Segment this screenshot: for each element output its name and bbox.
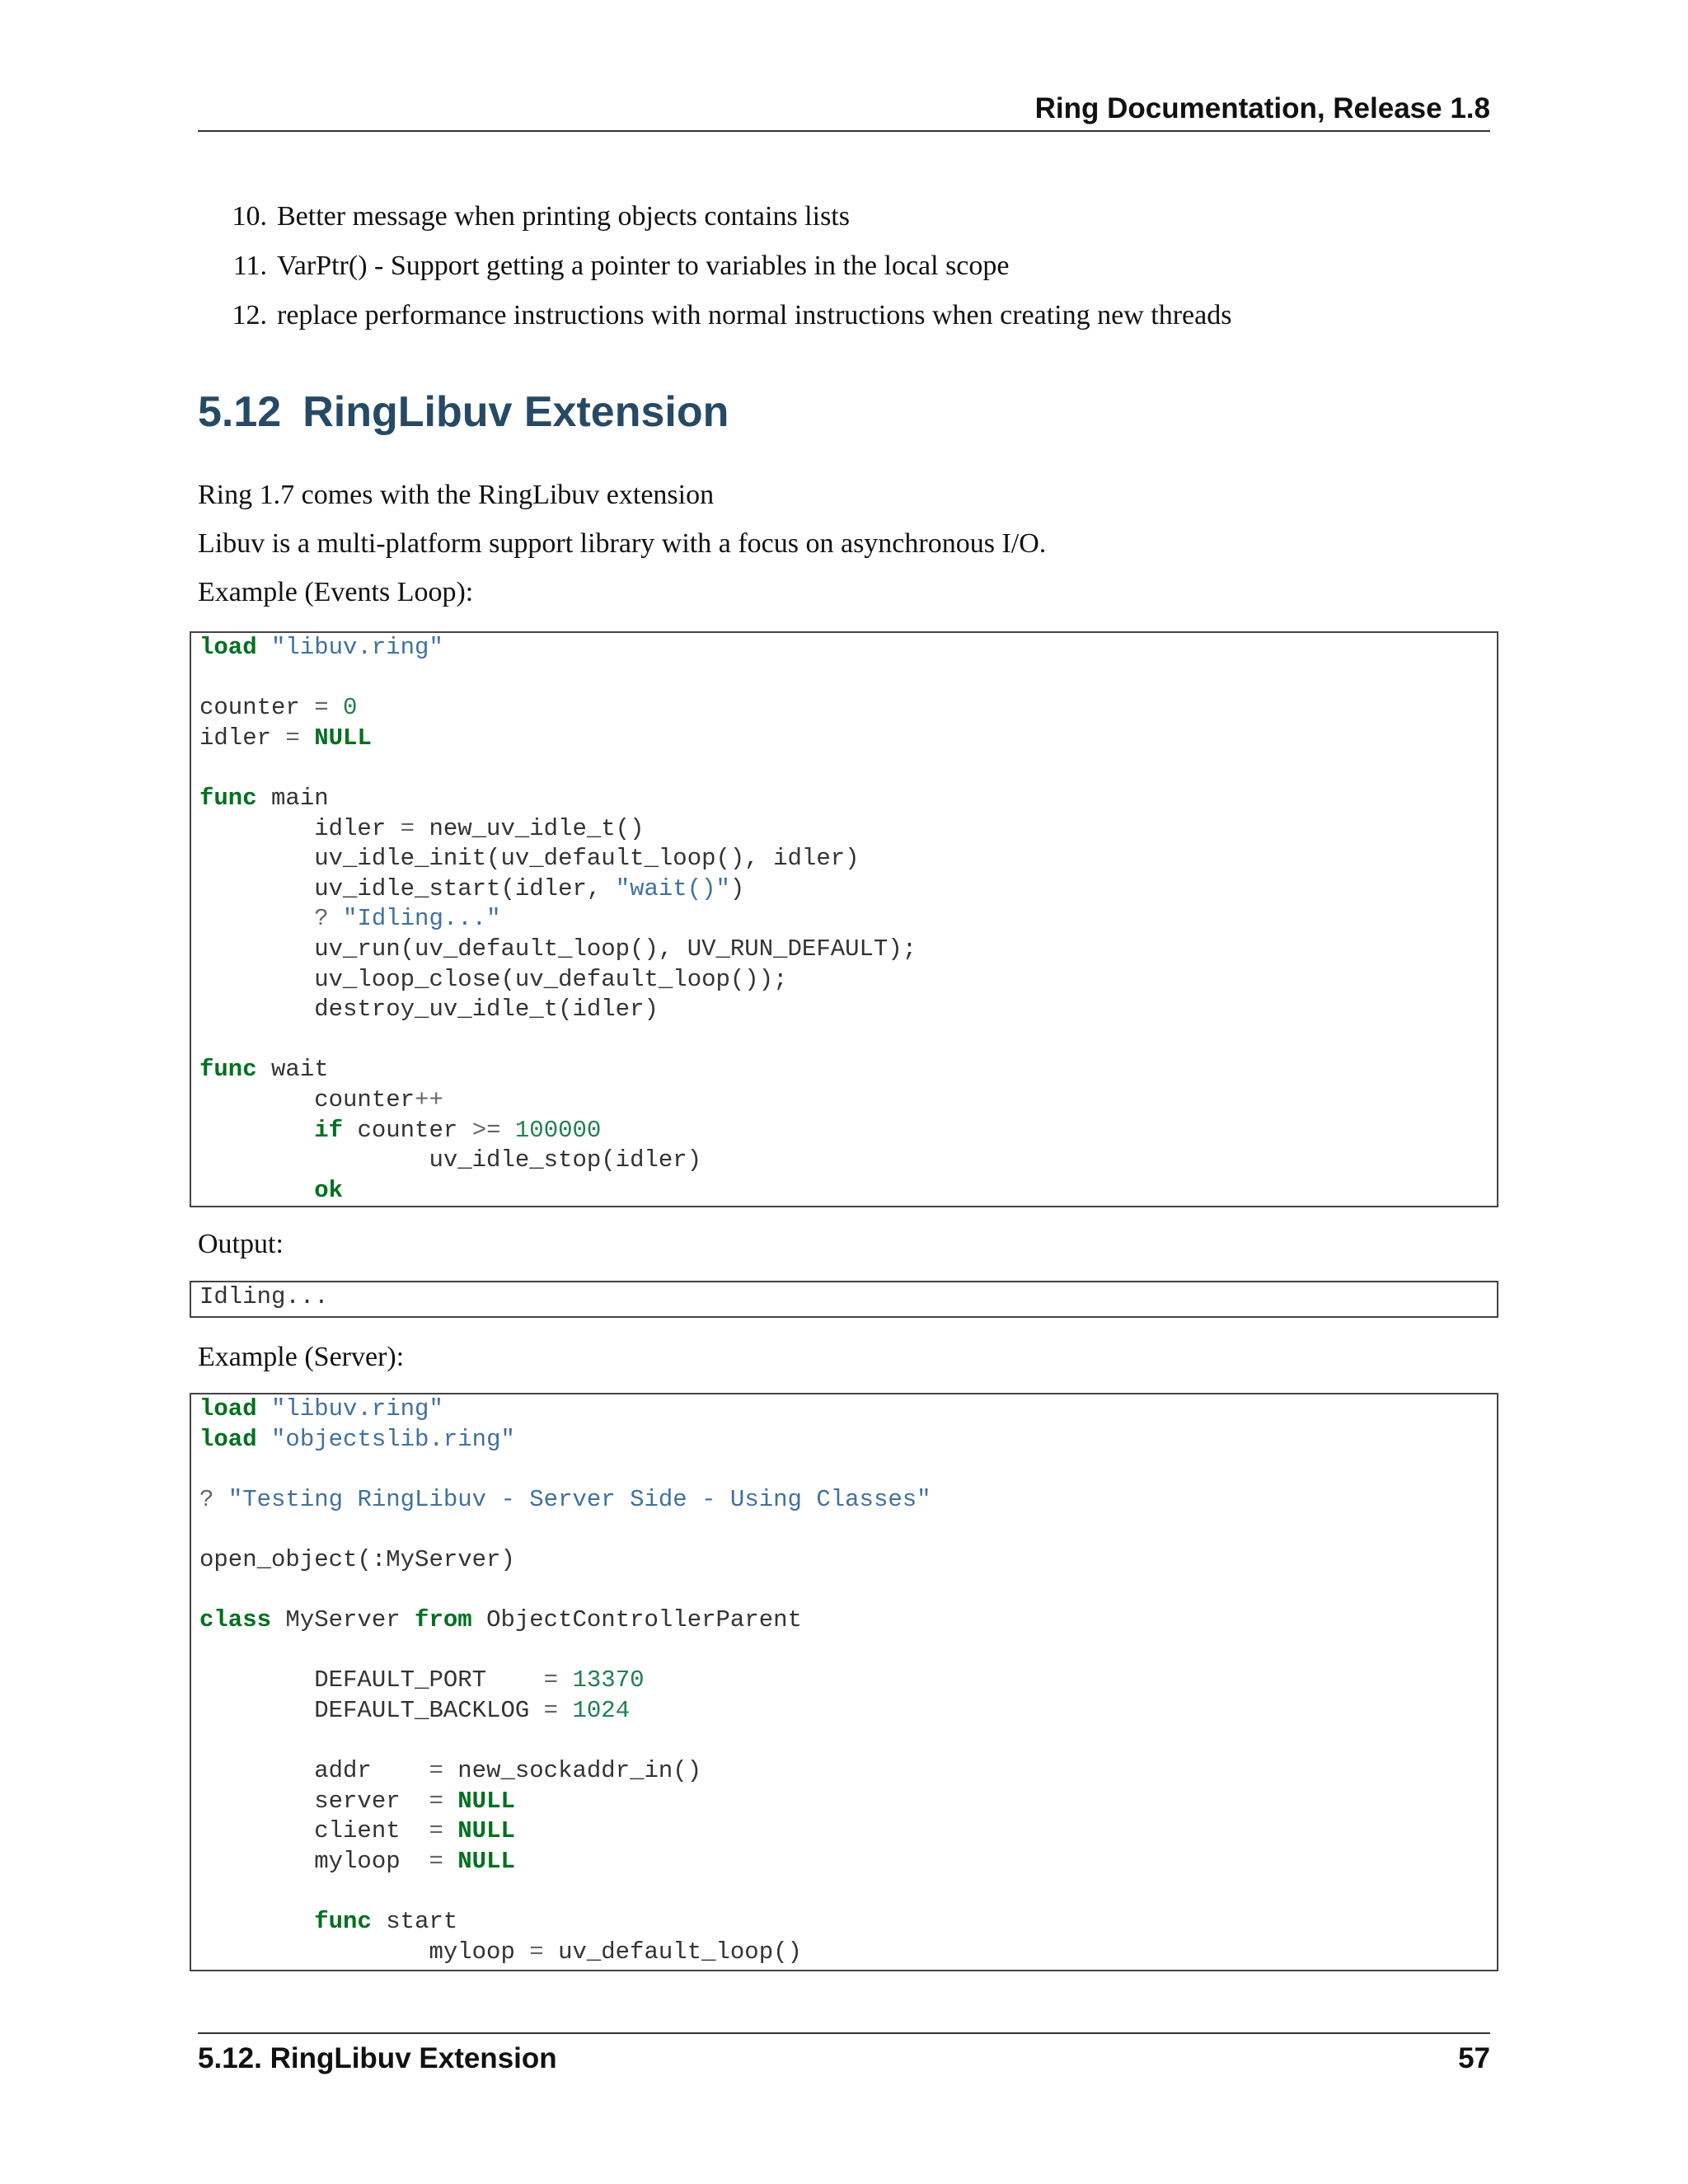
code-token: NULL <box>457 1817 515 1845</box>
code-token: = <box>429 1787 443 1815</box>
code-token <box>257 1395 271 1422</box>
page-number: 57 <box>1458 2042 1490 2074</box>
code-token: open_object(:MyServer) <box>199 1545 515 1573</box>
code-token: 1024 <box>572 1696 631 1724</box>
footer-section-title: 5.12. RingLibuv Extension <box>198 2042 557 2074</box>
code-token <box>199 1117 314 1144</box>
code-token: start <box>371 1908 458 1936</box>
code-token: func <box>199 1056 257 1084</box>
code-token: 13370 <box>572 1666 645 1694</box>
code-token: "Testing RingLibuv - Server Side - Using Classes" <box>227 1485 931 1513</box>
code-line <box>199 1697 630 1724</box>
code-token: NULL <box>457 1787 515 1815</box>
code-token: = <box>543 1696 559 1724</box>
intro-paragraph-2: Libuv is a multi-platform support library with a focus on asynchronous I/O. <box>198 528 1047 559</box>
list-item-text: Better message when printing objects contains lists <box>277 201 850 232</box>
section-number: 5.12 <box>198 388 282 436</box>
code-token: = <box>543 1666 559 1694</box>
code-token: load <box>199 1425 257 1453</box>
code-token: idler <box>199 724 286 752</box>
code-token <box>443 1848 457 1875</box>
code-token: counter <box>199 694 315 722</box>
code-line <box>199 1426 515 1453</box>
code-token: wait <box>256 1056 329 1084</box>
code-token: MyServer <box>271 1606 415 1634</box>
code-line <box>199 966 788 993</box>
code-token: 0 <box>343 694 358 722</box>
code-token: new_uv_idle_t() <box>415 814 645 842</box>
code-line <box>199 1086 443 1113</box>
code-token <box>558 1697 572 1724</box>
code-token: destroy_uv_idle_t(idler) <box>199 996 659 1024</box>
code-line <box>199 1486 931 1513</box>
code-token <box>199 1177 314 1204</box>
code-token <box>329 694 343 721</box>
code-token: uv_idle_start(idler, <box>199 874 616 902</box>
code-token: counter <box>199 1085 415 1113</box>
code-line <box>199 1938 802 1966</box>
running-header: Ring Documentation, Release 1.8 <box>1034 92 1490 124</box>
code-line <box>199 1177 343 1204</box>
code-line <box>199 1666 645 1694</box>
code-token: NULL <box>314 724 372 752</box>
list-item-text: replace performance instructions with normal instructions when creating new threads <box>277 300 1232 330</box>
code-token: load <box>199 634 257 661</box>
code-token <box>257 1426 271 1453</box>
code-token: "libuv.ring" <box>271 634 443 661</box>
example-server-label: Example (Server): <box>198 1342 405 1372</box>
code-token: ok <box>314 1176 344 1204</box>
code-line <box>199 1908 457 1935</box>
code-line <box>199 1395 443 1422</box>
code-token: "libuv.ring" <box>271 1395 443 1422</box>
code-line <box>199 996 659 1023</box>
code-token: from <box>415 1606 472 1634</box>
header-rule <box>198 130 1490 132</box>
code-token: myloop <box>199 1938 530 1966</box>
output-code-block <box>190 1281 1498 1318</box>
code-token: 100000 <box>514 1116 602 1144</box>
code-line <box>199 1146 701 1174</box>
code-token: counter <box>343 1116 472 1144</box>
code-token <box>329 905 343 932</box>
code-token <box>199 1908 314 1935</box>
output-code <box>191 1282 1497 1313</box>
changes-list <box>221 198 1231 346</box>
code-token: NULL <box>457 1847 515 1875</box>
section-heading <box>198 387 729 437</box>
code-token: if <box>314 1116 344 1144</box>
code-line <box>199 875 744 902</box>
code-line <box>199 1056 329 1083</box>
code-token <box>501 1117 515 1144</box>
code-token: ? <box>314 905 329 933</box>
footer-rule <box>198 2032 1490 2034</box>
code-token: DEFAULT_BACKLOG <box>199 1696 544 1724</box>
code-line <box>199 1117 601 1144</box>
code-line <box>199 935 917 963</box>
code-token: main <box>256 784 329 812</box>
code-token <box>257 634 271 661</box>
code-token <box>443 1817 457 1844</box>
code-token: uv_run(uv_default_loop(), UV_RUN_DEFAULT); <box>199 935 917 963</box>
server-code <box>191 1394 1497 1967</box>
code-line <box>199 694 357 721</box>
code-token: ObjectControllerParent <box>471 1606 802 1634</box>
code-token: Idling... <box>199 1283 329 1310</box>
list-item <box>221 247 1231 297</box>
list-item <box>221 297 1231 346</box>
list-item-text: VarPtr() - Support getting a pointer to variables in the local scope <box>277 251 1010 281</box>
output-label: Output: <box>198 1229 284 1259</box>
code-line <box>199 1606 802 1633</box>
code-token <box>300 724 314 752</box>
code-token: uv_idle_stop(idler) <box>199 1146 702 1174</box>
code-token: DEFAULT_PORT <box>199 1666 544 1694</box>
code-line <box>199 785 329 812</box>
code-token: ) <box>729 874 745 902</box>
code-token: addr <box>199 1757 429 1785</box>
code-token: server <box>199 1787 429 1815</box>
code-line <box>199 1817 515 1844</box>
code-token: myloop <box>199 1847 429 1875</box>
code-token: uv_default_loop() <box>543 1938 802 1966</box>
code-line <box>199 1546 515 1573</box>
code-token: = <box>429 1817 443 1845</box>
events-loop-code <box>191 633 1497 1206</box>
code-line <box>199 1283 329 1310</box>
code-token: func <box>199 784 257 812</box>
server-code-block <box>190 1393 1498 1971</box>
events-loop-code-block <box>190 631 1498 1207</box>
code-token <box>213 1486 227 1513</box>
code-token: >= <box>471 1116 501 1144</box>
code-token: uv_idle_init(uv_default_loop(), idler) <box>199 845 860 873</box>
code-token: class <box>199 1606 272 1634</box>
code-token <box>558 1666 572 1694</box>
intro-paragraph-1: Ring 1.7 comes with the RingLibuv extension <box>198 480 715 510</box>
code-line <box>199 1848 515 1875</box>
code-token <box>199 905 314 932</box>
list-item-number: 12. <box>232 300 267 330</box>
code-token: client <box>199 1817 429 1845</box>
list-item-number: 11. <box>232 251 267 281</box>
code-token: = <box>429 1847 443 1875</box>
code-line <box>199 845 860 872</box>
code-line <box>199 815 645 842</box>
code-line <box>199 634 443 661</box>
code-token: load <box>199 1395 257 1422</box>
code-line <box>199 905 500 932</box>
code-token: = <box>529 1938 544 1966</box>
code-token: = <box>314 694 329 722</box>
code-token: = <box>285 724 300 752</box>
code-token: idler <box>199 814 401 842</box>
example-events-loop-label: Example (Events Loop): <box>198 577 474 607</box>
code-token: "objectslib.ring" <box>271 1425 515 1453</box>
code-token: ? <box>199 1485 214 1513</box>
code-token: "Idling..." <box>343 905 501 933</box>
section-title: RingLibuv Extension <box>302 388 729 436</box>
code-token: = <box>429 1757 443 1785</box>
code-token: new_sockaddr_in() <box>443 1757 702 1785</box>
list-item-number: 10. <box>232 201 267 232</box>
list-item <box>221 198 1231 247</box>
code-token: func <box>314 1908 372 1936</box>
code-line <box>199 724 372 752</box>
code-token: ++ <box>415 1085 443 1113</box>
code-token: "wait()" <box>615 874 730 902</box>
code-token <box>443 1788 457 1815</box>
code-line <box>199 1788 515 1815</box>
code-token: uv_loop_close(uv_default_loop()); <box>199 965 788 993</box>
code-line <box>199 1757 701 1784</box>
code-token: = <box>400 814 415 842</box>
